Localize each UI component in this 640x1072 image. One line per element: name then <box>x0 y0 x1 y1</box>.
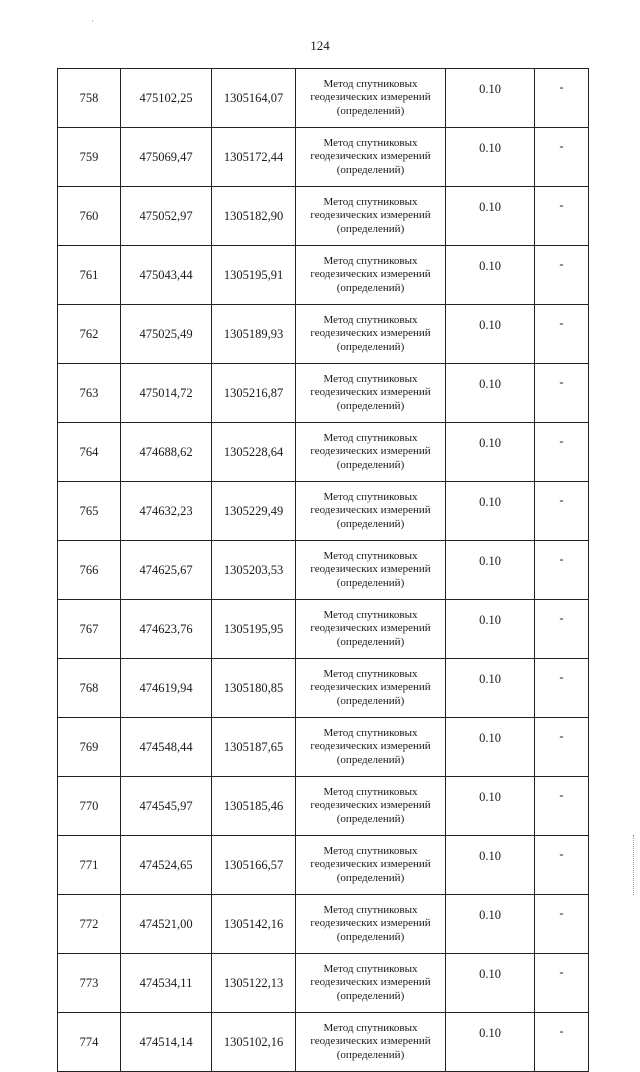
y-coordinate-cell: 1305172,44 <box>212 128 296 187</box>
note-cell: - <box>535 69 589 128</box>
method-cell <box>296 187 446 246</box>
x-coordinate-cell: 474619,94 <box>121 659 212 718</box>
point-number-cell: 759 <box>58 128 121 187</box>
method-line: Метод спутниковых <box>323 195 418 208</box>
method-line: (определений) <box>336 1048 405 1061</box>
method-line: Метод спутниковых <box>323 431 418 444</box>
point-number-cell: 758 <box>58 69 121 128</box>
method-line: (определений) <box>336 871 405 884</box>
x-coordinate-cell: 474548,44 <box>121 718 212 777</box>
x-coordinate-cell: 474623,76 <box>121 600 212 659</box>
method-cell <box>296 246 446 305</box>
note-cell: - <box>535 128 589 187</box>
method-line: Метод спутниковых <box>323 549 418 562</box>
y-coordinate-cell: 1305102,16 <box>212 1013 296 1072</box>
method-line: (определений) <box>336 222 405 235</box>
table-row <box>58 541 589 600</box>
note-cell: - <box>535 777 589 836</box>
x-coordinate-cell: 474688,62 <box>121 423 212 482</box>
note-cell: - <box>535 895 589 954</box>
accuracy-cell: 0.10 <box>446 69 535 128</box>
method-line: геодезических измерений <box>310 91 431 104</box>
method-line: (определений) <box>336 163 405 176</box>
method-line: (определений) <box>336 517 405 530</box>
note-cell: - <box>535 246 589 305</box>
method-line: Метод спутниковых <box>323 1021 418 1034</box>
method-cell <box>296 541 446 600</box>
point-number-cell: 772 <box>58 895 121 954</box>
method-line: Метод спутниковых <box>323 372 418 385</box>
table-row <box>58 69 589 128</box>
note-cell: - <box>535 1013 589 1072</box>
accuracy-cell: 0.10 <box>446 423 535 482</box>
method-line: Метод спутниковых <box>323 77 418 90</box>
point-number-cell: 771 <box>58 836 121 895</box>
point-number-cell: 761 <box>58 246 121 305</box>
y-coordinate-cell: 1305195,95 <box>212 600 296 659</box>
method-line: геодезических измерений <box>310 445 431 458</box>
accuracy-cell: 0.10 <box>446 600 535 659</box>
table-row <box>58 1013 589 1072</box>
table-row <box>58 600 589 659</box>
point-number-cell: 763 <box>58 364 121 423</box>
method-line: геодезических измерений <box>310 740 431 753</box>
x-coordinate-cell: 475043,44 <box>121 246 212 305</box>
table-row <box>58 836 589 895</box>
x-coordinate-cell: 475052,97 <box>121 187 212 246</box>
method-line: Метод спутниковых <box>323 254 418 267</box>
y-coordinate-cell: 1305182,90 <box>212 187 296 246</box>
method-line: Метод спутниковых <box>323 667 418 680</box>
table-row <box>58 246 589 305</box>
y-coordinate-cell: 1305203,53 <box>212 541 296 600</box>
table-row <box>58 482 589 541</box>
method-line: геодезических измерений <box>310 209 431 222</box>
accuracy-cell: 0.10 <box>446 777 535 836</box>
note-cell: - <box>535 187 589 246</box>
note-cell: - <box>535 541 589 600</box>
margin-scan-mark <box>633 835 636 895</box>
method-line: геодезических измерений <box>310 917 431 930</box>
accuracy-cell: 0.10 <box>446 718 535 777</box>
y-coordinate-cell: 1305164,07 <box>212 69 296 128</box>
table-row <box>58 423 589 482</box>
accuracy-cell: 0.10 <box>446 954 535 1013</box>
y-coordinate-cell: 1305195,91 <box>212 246 296 305</box>
note-cell: - <box>535 364 589 423</box>
accuracy-cell: 0.10 <box>446 305 535 364</box>
method-line: Метод спутниковых <box>323 490 418 503</box>
method-line: Метод спутниковых <box>323 785 418 798</box>
method-line: (определений) <box>336 989 405 1002</box>
note-cell: - <box>535 718 589 777</box>
y-coordinate-cell: 1305216,87 <box>212 364 296 423</box>
method-line: (определений) <box>336 399 405 412</box>
method-line: Метод спутниковых <box>323 608 418 621</box>
accuracy-cell: 0.10 <box>446 541 535 600</box>
method-cell <box>296 895 446 954</box>
table-row <box>58 364 589 423</box>
table-row <box>58 128 589 187</box>
point-number-cell: 767 <box>58 600 121 659</box>
method-line: (определений) <box>336 104 405 117</box>
method-line: геодезических измерений <box>310 858 431 871</box>
method-line: (определений) <box>336 635 405 648</box>
method-cell <box>296 600 446 659</box>
note-cell: - <box>535 836 589 895</box>
x-coordinate-cell: 474545,97 <box>121 777 212 836</box>
point-number-cell: 768 <box>58 659 121 718</box>
x-coordinate-cell: 474534,11 <box>121 954 212 1013</box>
method-line: Метод спутниковых <box>323 313 418 326</box>
accuracy-cell: 0.10 <box>446 895 535 954</box>
method-line: геодезических измерений <box>310 563 431 576</box>
method-line: геодезических измерений <box>310 799 431 812</box>
y-coordinate-cell: 1305185,46 <box>212 777 296 836</box>
method-cell <box>296 305 446 364</box>
note-cell: - <box>535 659 589 718</box>
point-number-cell: 760 <box>58 187 121 246</box>
point-number-cell: 764 <box>58 423 121 482</box>
method-line: геодезических измерений <box>310 1035 431 1048</box>
x-coordinate-cell: 474524,65 <box>121 836 212 895</box>
accuracy-cell: 0.10 <box>446 246 535 305</box>
scan-speck <box>92 20 93 22</box>
y-coordinate-cell: 1305122,13 <box>212 954 296 1013</box>
x-coordinate-cell: 474521,00 <box>121 895 212 954</box>
method-cell <box>296 69 446 128</box>
table-row <box>58 305 589 364</box>
method-line: Метод спутниковых <box>323 726 418 739</box>
method-cell <box>296 777 446 836</box>
method-cell <box>296 364 446 423</box>
y-coordinate-cell: 1305166,57 <box>212 836 296 895</box>
method-cell <box>296 659 446 718</box>
accuracy-cell: 0.10 <box>446 187 535 246</box>
accuracy-cell: 0.10 <box>446 482 535 541</box>
accuracy-cell: 0.10 <box>446 659 535 718</box>
method-cell <box>296 482 446 541</box>
method-line: Метод спутниковых <box>323 903 418 916</box>
y-coordinate-cell: 1305180,85 <box>212 659 296 718</box>
x-coordinate-cell: 475014,72 <box>121 364 212 423</box>
accuracy-cell: 0.10 <box>446 128 535 187</box>
note-cell: - <box>535 954 589 1013</box>
point-number-cell: 766 <box>58 541 121 600</box>
table-row <box>58 718 589 777</box>
point-number-cell: 762 <box>58 305 121 364</box>
method-line: (определений) <box>336 458 405 471</box>
page-number: 124 <box>310 38 330 53</box>
x-coordinate-cell: 474632,23 <box>121 482 212 541</box>
point-number-cell: 770 <box>58 777 121 836</box>
method-line: (определений) <box>336 281 405 294</box>
table-row <box>58 659 589 718</box>
method-cell <box>296 1013 446 1072</box>
table-row <box>58 895 589 954</box>
x-coordinate-cell: 475102,25 <box>121 69 212 128</box>
accuracy-cell: 0.10 <box>446 836 535 895</box>
y-coordinate-cell: 1305187,65 <box>212 718 296 777</box>
accuracy-cell: 0.10 <box>446 1013 535 1072</box>
coordinates-table <box>57 68 589 1072</box>
table-row <box>58 777 589 836</box>
method-line: геодезических измерений <box>310 976 431 989</box>
method-line: Метод спутниковых <box>323 962 418 975</box>
y-coordinate-cell: 1305228,64 <box>212 423 296 482</box>
x-coordinate-cell: 475025,49 <box>121 305 212 364</box>
note-cell: - <box>535 423 589 482</box>
y-coordinate-cell: 1305229,49 <box>212 482 296 541</box>
method-cell <box>296 718 446 777</box>
method-line: Метод спутниковых <box>323 136 418 149</box>
method-line: (определений) <box>336 812 405 825</box>
x-coordinate-cell: 474625,67 <box>121 541 212 600</box>
y-coordinate-cell: 1305189,93 <box>212 305 296 364</box>
method-line: геодезических измерений <box>310 681 431 694</box>
method-line: (определений) <box>336 753 405 766</box>
point-number-cell: 773 <box>58 954 121 1013</box>
method-cell <box>296 423 446 482</box>
method-line: геодезических измерений <box>310 268 431 281</box>
table-row <box>58 954 589 1013</box>
x-coordinate-cell: 474514,14 <box>121 1013 212 1072</box>
x-coordinate-cell: 475069,47 <box>121 128 212 187</box>
note-cell: - <box>535 600 589 659</box>
accuracy-cell: 0.10 <box>446 364 535 423</box>
method-line: геодезических измерений <box>310 386 431 399</box>
method-cell <box>296 128 446 187</box>
method-line: геодезических измерений <box>310 622 431 635</box>
method-line: геодезических измерений <box>310 150 431 163</box>
note-cell: - <box>535 305 589 364</box>
method-line: (определений) <box>336 340 405 353</box>
point-number-cell: 765 <box>58 482 121 541</box>
point-number-cell: 769 <box>58 718 121 777</box>
method-line: (определений) <box>336 694 405 707</box>
method-line: (определений) <box>336 576 405 589</box>
table-row <box>58 187 589 246</box>
table-body <box>58 69 589 1072</box>
method-line: геодезических измерений <box>310 327 431 340</box>
method-line: геодезических измерений <box>310 504 431 517</box>
note-cell: - <box>535 482 589 541</box>
method-line: (определений) <box>336 930 405 943</box>
method-cell <box>296 954 446 1013</box>
method-line: Метод спутниковых <box>323 844 418 857</box>
point-number-cell: 774 <box>58 1013 121 1072</box>
method-cell <box>296 836 446 895</box>
y-coordinate-cell: 1305142,16 <box>212 895 296 954</box>
